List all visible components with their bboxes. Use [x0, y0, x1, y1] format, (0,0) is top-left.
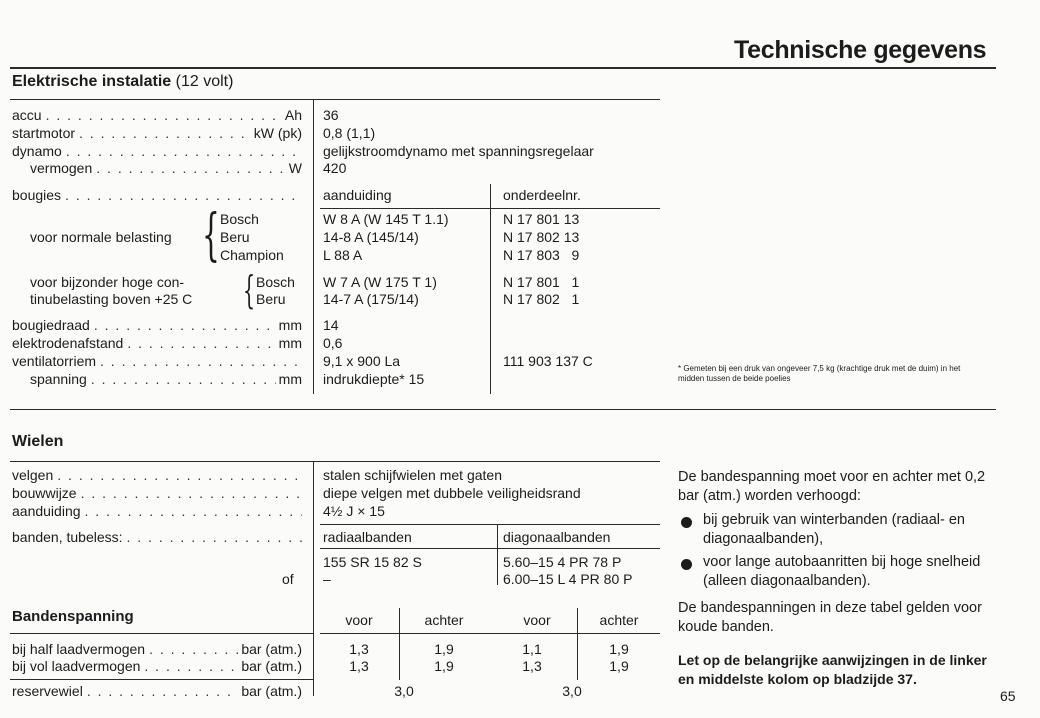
- row-velgen: velgen . . .: [12, 467, 302, 484]
- note-intro: De bandespanning moet voor en achter met 0,2 bar (atm.) worden verhoogd:: [678, 469, 986, 504]
- high-brand-beru: Beru: [256, 291, 286, 307]
- bullet-2-icon: [681, 559, 692, 570]
- high-part-1: N 17 801 1: [503, 274, 580, 290]
- row-full-load: bij vol laadvermogen . . . bar (atm.): [12, 658, 302, 675]
- normal-part-1: N 17 801 13: [503, 211, 580, 227]
- normal-brand-champion: Champion: [220, 247, 284, 263]
- electrical-heading-suffix: (12 volt): [175, 73, 234, 90]
- page-number: 65: [1000, 688, 1016, 704]
- half-diag-front: 1,1: [522, 641, 542, 657]
- pressure-left-rule: [10, 633, 313, 634]
- spare-rule: [10, 679, 313, 680]
- note-warning: Let op de belangrijke aanwijzingen in de linker en middelste kolom op bladzijde 37.: [678, 652, 987, 687]
- value-dynamo: gelijkstroomdynamo met spanningsregelaar: [323, 143, 594, 159]
- high-designation-2: 14-7 A (175/14): [323, 291, 419, 307]
- radial-value-1: 155 SR 15 82 S: [323, 554, 422, 570]
- bougie-header-rule: [320, 208, 660, 209]
- row-spanning: spanning . . . mm: [30, 371, 302, 388]
- normal-brand-bosch: Bosch: [220, 211, 259, 227]
- diag-rear-col: achter: [599, 612, 639, 628]
- full-radial-front: 1,3: [349, 658, 369, 674]
- row-bougies: bougies . . .: [12, 187, 302, 204]
- section-rule: [10, 409, 996, 410]
- electrical-table-rule: [10, 99, 660, 100]
- col-onderdeelnr: onderdeelnr.: [503, 187, 581, 203]
- diag-front-col: voor: [523, 612, 551, 628]
- high-part-2: N 17 802 1: [503, 291, 580, 307]
- high-brace-icon: {: [243, 268, 256, 312]
- normal-part-2: N 17 802 13: [503, 229, 580, 245]
- half-diag-rear: 1,9: [609, 641, 629, 657]
- high-load-label-1: voor bijzonder hoge con-: [30, 274, 185, 290]
- note-cold: De bandespanningen in deze tabel gelden voor koude banden.: [678, 600, 982, 635]
- tyre-col-separator: [497, 525, 498, 585]
- normal-part-3: N 17 803 9: [503, 247, 580, 263]
- normal-designation-2: 14-8 A (145/14): [323, 229, 419, 245]
- value-spanning: indrukdiepte* 15: [323, 371, 425, 387]
- wheels-heading: Wielen: [12, 433, 64, 450]
- row-ventilatorriem: ventilatorriem . . .: [12, 353, 302, 370]
- note-bullet-1: bij gebruik van winterbanden (radiaal- en diagonaalbanden),: [703, 512, 965, 547]
- full-diag-front: 1,3: [522, 658, 542, 674]
- electrical-heading: [12, 73, 233, 91]
- tyre-header-top-rule: [320, 524, 660, 525]
- value-ventilatorriem: 9,1 x 900 La: [323, 353, 401, 369]
- radial-rear-col: achter: [424, 612, 464, 628]
- spare-diag: 3,0: [562, 683, 582, 699]
- footnote: * Gemeten bij een druk van ongeveer 7,5 kg (krachtige druk met de duim) in het midden tussen de beide poelies: [678, 364, 961, 383]
- row-banden: banden, tubeless: . . .: [12, 529, 302, 546]
- diagonal-value-1: 5.60–15 4 PR 78 P: [503, 554, 622, 570]
- pressure-heading: Bandenspanning: [12, 608, 134, 625]
- value-velgen: stalen schijfwielen met gaten: [323, 467, 502, 483]
- radial-value-2: –: [323, 571, 331, 587]
- note-bullet-2: voor lange autobaanritten bij hoge snelheid (alleen diagonaalbanden).: [703, 554, 981, 589]
- row-startmotor: startmotor . . . kW (pk): [12, 125, 302, 142]
- value-aanduiding: 4½ J × 15: [323, 503, 385, 519]
- row-half-load: bij half laadvermogen . . . bar (atm.): [12, 641, 302, 658]
- col-diagonaalbanden: diagonaalbanden: [503, 529, 611, 545]
- row-spare: reservewiel . . . bar (atm.): [12, 683, 302, 700]
- half-radial-rear: 1,9: [434, 641, 454, 657]
- normal-designation-1: W 8 A (W 145 T 1.1): [323, 211, 449, 227]
- value-bouwwijze: diepe velgen met dubbele veiligheidsrand: [323, 485, 581, 501]
- value-accu: 36: [323, 107, 339, 123]
- high-load-label-2: tinubelasting boven +25 C: [30, 291, 193, 307]
- row-dynamo: dynamo . . .: [12, 143, 302, 160]
- page-title: Technische gegevens: [734, 36, 987, 64]
- normal-designation-3: L 88 A: [323, 247, 363, 263]
- row-elektrodenafstand: elektrodenafstand . . . mm: [12, 335, 302, 352]
- full-diag-rear: 1,9: [609, 658, 629, 674]
- col-radiaalbanden: radiaalbanden: [323, 529, 412, 545]
- row-bouwwijze: bouwwijze . . .: [12, 485, 302, 502]
- wheels-col-separator: [313, 462, 314, 696]
- electrical-col-separator: [313, 100, 314, 394]
- value-startmotor: 0,8 (1,1): [323, 125, 376, 141]
- high-brand-bosch: Bosch: [256, 274, 295, 290]
- bullet-1-icon: [681, 517, 692, 528]
- full-radial-rear: 1,9: [434, 658, 454, 674]
- half-radial-front: 1,3: [349, 641, 369, 657]
- value-elektrodenafstand: 0,6: [323, 335, 343, 351]
- normal-load-label: voor normale belasting: [30, 229, 172, 245]
- part-col-separator: [490, 184, 491, 394]
- row-bougiedraad: bougiedraad . . . mm: [12, 317, 302, 334]
- diagonal-value-2: 6.00–15 L 4 PR 80 P: [503, 571, 633, 587]
- value-vermogen: 420: [323, 160, 347, 176]
- value-bougiedraad: 14: [323, 317, 339, 333]
- of-label: of: [282, 571, 294, 587]
- pressure-right-rule: [320, 633, 660, 634]
- electrical-heading-bold: Elektrische instalatie: [12, 73, 172, 90]
- normal-brand-beru: Beru: [220, 229, 250, 245]
- row-vermogen: vermogen . . . W: [30, 160, 302, 177]
- wheels-table-rule: [10, 461, 660, 462]
- high-designation-1: W 7 A (W 175 T 1): [323, 274, 437, 290]
- col-aanduiding: aanduiding: [323, 187, 392, 203]
- radial-front-col: voor: [345, 612, 373, 628]
- spare-radial: 3,0: [394, 683, 414, 699]
- row-aanduiding: aanduiding . . .: [12, 503, 302, 520]
- row-accu: accu . . . Ah: [12, 107, 302, 124]
- normal-brace-icon: {: [202, 203, 220, 268]
- tyre-header-bottom-rule: [320, 548, 660, 549]
- title-rule: [10, 67, 996, 69]
- part-ventilatorriem: 111 903 137 C: [503, 353, 593, 369]
